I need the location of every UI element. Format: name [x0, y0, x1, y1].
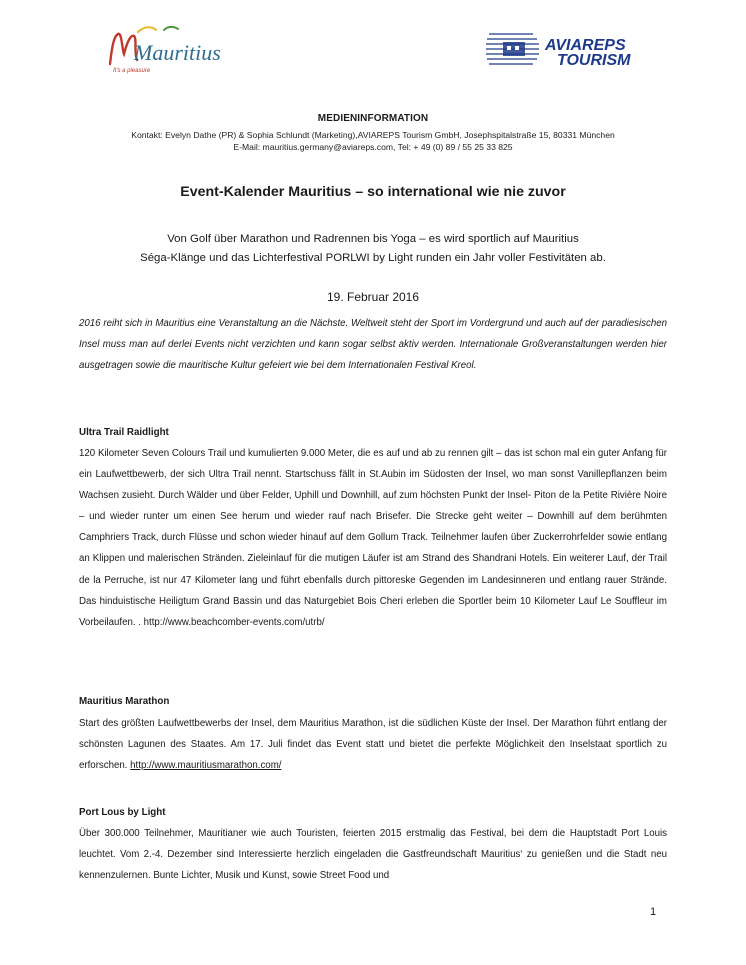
page-title: Event-Kalender Mauritius – so international wie nie zuvor: [180, 184, 566, 200]
page-number: 1: [650, 906, 657, 918]
subtitle: [79, 230, 667, 267]
section-heading-marathon: Mauritius Marathon: [79, 696, 170, 707]
aviareps-logo: [485, 28, 665, 72]
section-body-port-louis: Über 300.000 Teilnehmer, Mauritianer wie auch Touristen, feierten 2015 erstmalig das Festival, bei dem die Hauptstadt Port Louis leuchtet. Vom 2.-4. Dezember sind Interessierte herzlich eingeladen die Gastfreundschaft Mauritius‘ zu genießen und die Stadt neu kennenzulernen. Bunte Lichter, Musik und Kunst, sowie Street Food und: [79, 828, 667, 882]
contact-block: [79, 129, 667, 153]
subtitle-line: Séga-Klänge und das Lichterfestival PORLWI by Light runden ein Jahr voller Festivitäten ab.: [140, 251, 606, 264]
subtitle-line: Von Golf über Marathon und Radrennen bis Yoga – es wird sportlich auf Mauritius: [167, 233, 579, 245]
mauritius-wordmark: Mauritius: [134, 40, 221, 65]
marathon-link[interactable]: http://www.mauritiusmarathon.com/: [130, 760, 282, 772]
contact-line: Kontakt: Evelyn Dathe (PR) & Sophia Schlundt (Marketing),AVIAREPS Tourism GmbH, Josephspitalstraße 15, 80331 München: [131, 130, 615, 140]
section-body-marathon: [79, 713, 667, 776]
section-heading-ultra-trail: Ultra Trail Raidlight: [79, 427, 169, 438]
section-heading-port-louis: Port Lous by Light: [79, 807, 166, 818]
intro-paragraph: 2016 reiht sich in Mauritius eine Veranstaltung an die Nächste. Weltweit steht der Sport im Vordergrund und auch auf der paradiesischen Insel muss man auf derlei Events nicht verzichten und kann sogar selbst aktiv werden. Internationale Großveranstaltungen werden hier ausgetragen sowie die mauritische Kultur gefeiert wie bei dem Internationalen Festival Kreol.: [79, 318, 667, 372]
mauritius-tagline: It's a pleasure: [113, 68, 151, 74]
section-body-ultra-trail: 120 Kilometer Seven Colours Trail und kumulierten 9.000 Meter, die es auf und ab zu rennen gilt – das ist schon mal ein guter Anfang für ein Laufwettbewerb, der sich Ultra Trail nennt. Startschuss fällt in St.Aubin im Südosten der Insel, wo man sonst Vanillepflanzen beim Wachsen zusieht. Durch Wälder und über Felder, Uphill und Downhill, auf zum höchsten Punkt der Insel- Piton de la Petite Rivière Noire – und wieder runter um einen See herum und wieder rauf nach Brisefer. Die Strecke geht weiter – Downhill auf dem berühmten Camphriers Track, durch Flüsse und schon wieder hinauf auf dem Gollum Track. Teilnehmer laufen über Zuckerrohrfelder sowie entlang an Klippen und malerischen Stränden. Zieleinlauf für die mutigen Läufer ist am Strand des Shandrani Hotels. Ein weiterer Lauf, der Trail de la Perruche, ist nur 47 Kilometer lang und führt ebenfalls durch pittoreske Gegenden im Landesinneren und entlang rauer Strände. Das hinduistische Heiligtum Grand Bassin und das Naturgebiet Bois Cheri erleben die Sportler beim 10 Kilometer Lauf Le Souffleur im Vorbeilaufen. . http://www.beachcomber-events.com/utrb/: [79, 448, 667, 628]
release-date: 19. Februar 2016: [326, 290, 420, 304]
aviareps-line2: TOURISM: [557, 52, 631, 69]
aviareps-line1: AVIAREPS: [545, 37, 626, 54]
email-line: E-Mail: mauritius.germany@aviareps.com, Tel: + 49 (0) 89 / 55 25 33 825: [233, 142, 513, 152]
press-release-label: MEDIENINFORMATION: [317, 113, 429, 124]
marathon-text: Start des größten Laufwettbewerbs der Insel, dem Mauritius Marathon, ist die südlichen Küste der Insel. Der Marathon führt entlang der schönsten Lagunen des Staates. Am 17. Juli findet das Event statt und bietet die perfekte Möglichkeit den Inselstaat sportlich zu erforschen.: [79, 718, 667, 772]
